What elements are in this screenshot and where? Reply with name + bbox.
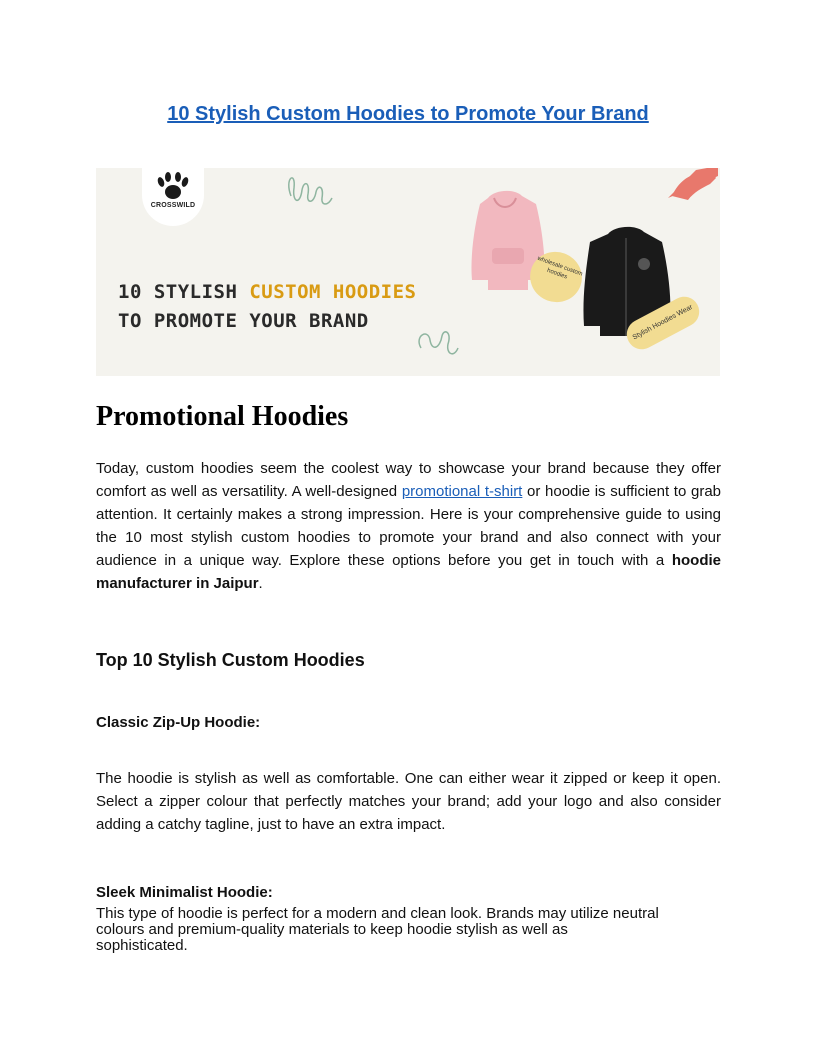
banner-badge-stylish: Stylish Hoodies Wear — [622, 291, 705, 354]
banner-headline-line2: TO PROMOTE YOUR BRAND — [118, 310, 369, 332]
banner-image — [96, 168, 720, 376]
banner-headline-line1: 10 STYLISH CUSTOM HOODIES — [118, 281, 417, 303]
item-heading-sleek-minimalist: Sleek Minimalist Hoodie: — [96, 884, 273, 901]
item-body-classic-zip-up: The hoodie is stylish as well as comfortable. One can either wear it zipped or keep it open. Select a zipper colour that perfectly matches your brand; add your logo and also consider adding a catchy tagline, just to have an extra impact. — [96, 770, 721, 833]
paw-icon — [152, 172, 194, 200]
promotional-tshirt-link[interactable]: promotional t-shirt — [401, 483, 523, 500]
intro-paragraph: Today, custom hoodies seem the coolest way to showcase your brand because they offer comfort as well as versatility. A well-designed promotional t-shirt or hoodie is sufficient to grab attention. It certainly makes a strong impression. Here is your comprehensive guide to using the 10 most stylish custom hoodies to promote your brand and also connect with your audience in a unique way. Explore these options before you get in touch with a hoodie manufacturer in Jaipur. — [96, 460, 721, 592]
banner-headline-highlight: CUSTOM HOODIES — [249, 281, 417, 303]
document-title[interactable]: 10 Stylish Custom Hoodies to Promote Your Brand — [167, 103, 649, 125]
item-heading-classic-zip-up: Classic Zip-Up Hoodie: — [96, 714, 261, 731]
hoodie-manufacturer-bold: hoodie manufacturer in Jaipur — [96, 552, 721, 592]
brand-name: CROSSWILD — [150, 202, 196, 209]
section-heading: Promotional Hoodies — [96, 401, 349, 432]
banner-badge-wholesale: wholesale custom hoodies — [523, 245, 589, 310]
list-heading: Top 10 Stylish Custom Hoodies — [96, 650, 365, 670]
item-body-sleek-minimalist: This type of hoodie is perfect for a modern and clean look. Brands may utilize neutral colours and premium-quality materials to keep hoodie stylish as well as sophisticated. — [96, 905, 659, 954]
